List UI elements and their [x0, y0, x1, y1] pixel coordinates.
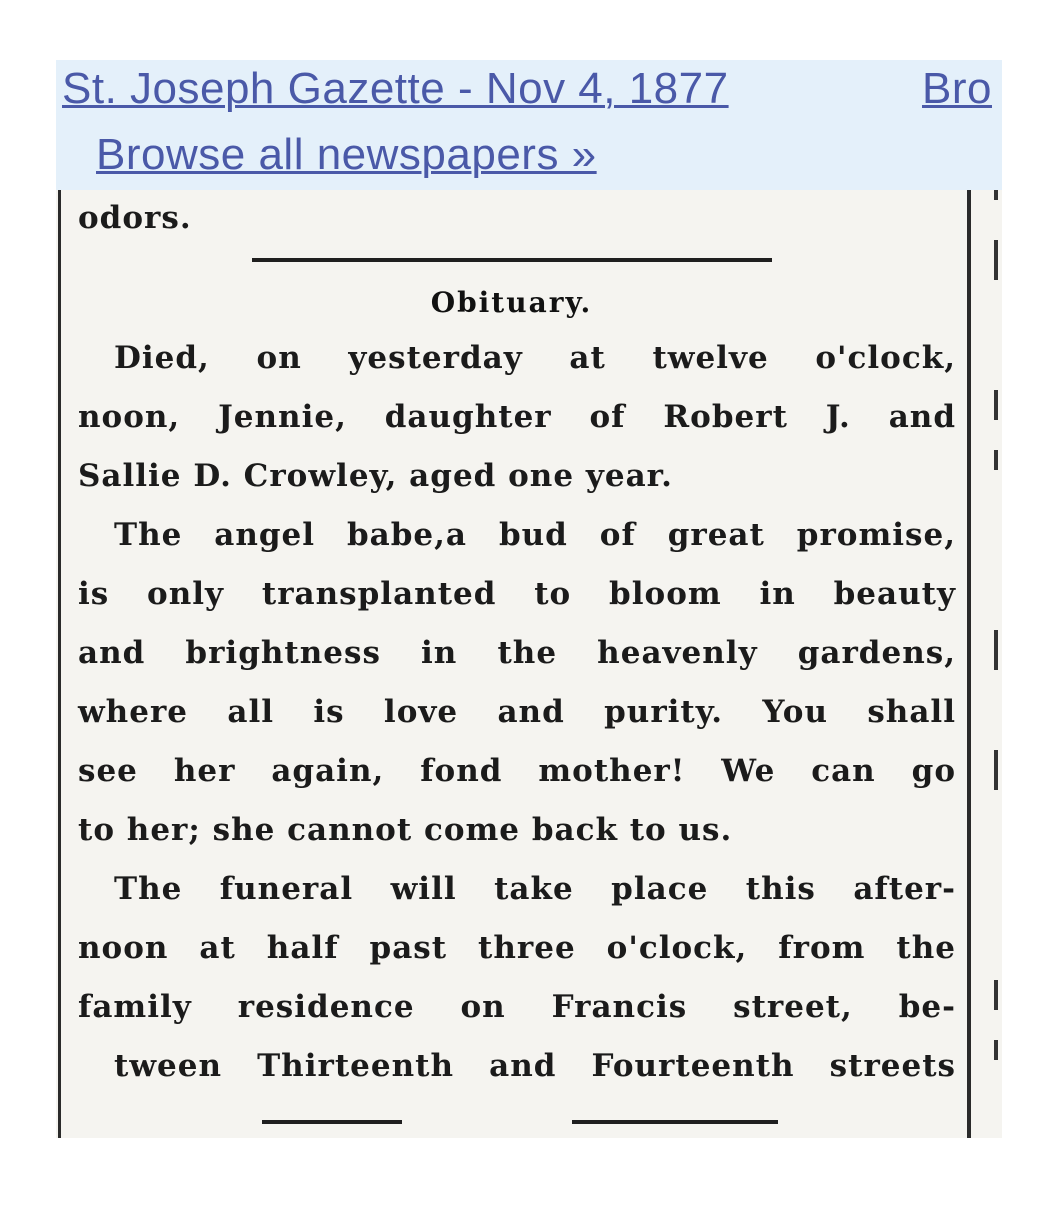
adjacent-column-marks [992, 190, 1002, 1138]
previous-article-fragment: odors. [78, 200, 192, 236]
article-line: see her again, fond mother! We can go [78, 753, 956, 789]
article-heading: Obituary. [430, 286, 593, 319]
section-divider [252, 258, 772, 262]
newspaper-title-link[interactable]: St. Joseph Gazette - Nov 4, 1877 [62, 64, 729, 113]
article-line: noon, Jennie, daughter of Robert J. and [78, 399, 956, 435]
article-line: The angel babe,a bud of great promise, [114, 517, 956, 553]
bottom-divider-right [572, 1120, 778, 1124]
newspaper-clipping [56, 60, 1002, 1138]
article-line: noon at half past three o'clock, from the [78, 930, 956, 966]
column-rule-left [58, 190, 61, 1138]
link-header [56, 60, 1002, 190]
article-line: Sallie D. Crowley, aged one year. [78, 458, 673, 494]
article-line: to her; she cannot come back to us. [78, 812, 733, 848]
article-line: is only transplanted to bloom in beauty [78, 576, 956, 612]
browse-link-partial[interactable]: Bro [922, 64, 992, 113]
article-line: tween Thirteenth and Fourteenth streets [114, 1048, 956, 1084]
article-line: family residence on Francis street, be- [78, 989, 956, 1025]
newspaper-column [56, 190, 1002, 1138]
article-line: The funeral will take place this after- [114, 871, 956, 907]
bottom-divider-left [262, 1120, 402, 1124]
article-line: where all is love and purity. You shall [78, 694, 956, 730]
article-line: Died, on yesterday at twelve o'clock, [114, 340, 956, 376]
article-line: and brightness in the heavenly gardens, [78, 635, 956, 671]
browse-all-newspapers-link[interactable]: Browse all newspapers » [96, 130, 597, 179]
column-rule-right [967, 190, 971, 1138]
